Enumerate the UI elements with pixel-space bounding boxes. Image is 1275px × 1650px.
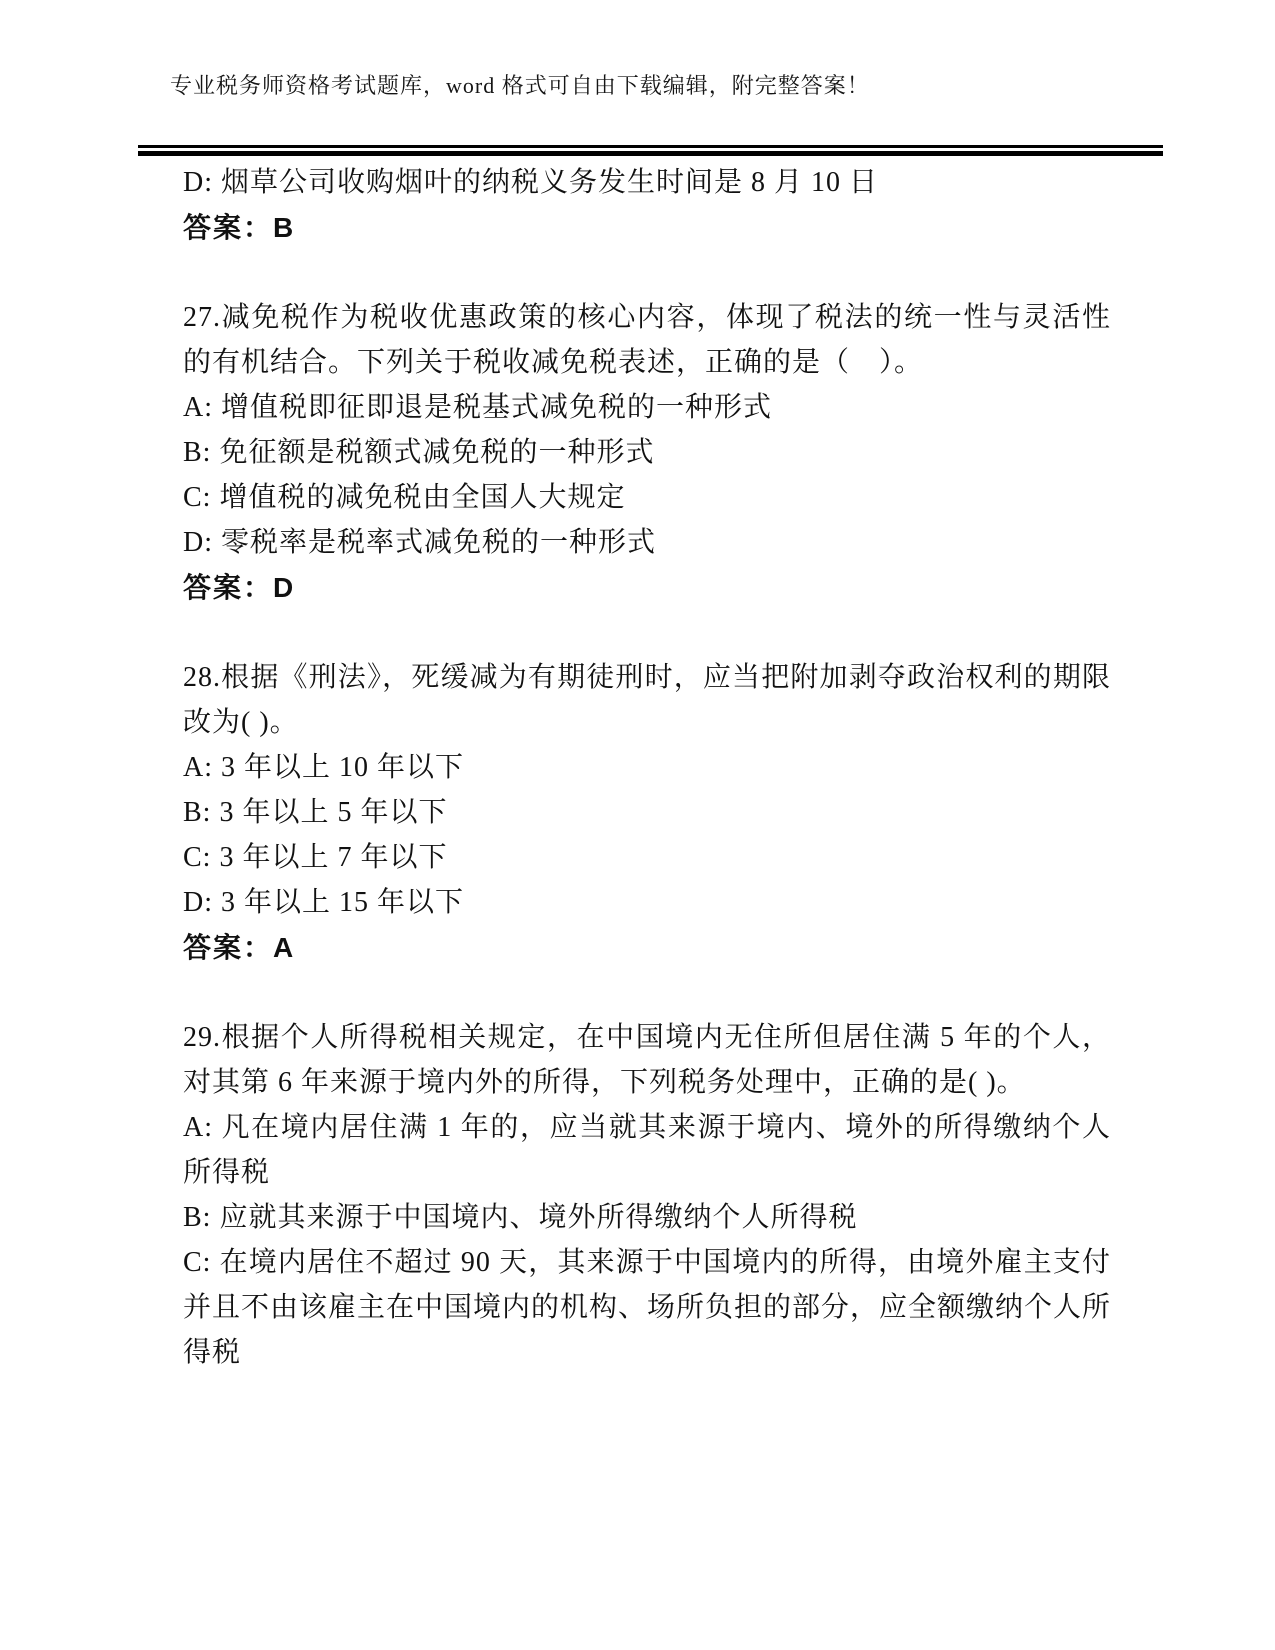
question-27-option-d: D: 零税率是税率式减免税的一种形式 [183,527,657,558]
question-28-answer-line: 答案：A [183,932,296,963]
question-28-stem: 28.根据《刑法》，死缓减为有期徒刑时，应当把附加剥夺政治权利的期限改为( )。 [183,662,1111,738]
question-27-option-a: A: 增值税即征即退是税基式减免税的一种形式 [183,392,773,423]
question-28-option-b: B: 3 年以上 5 年以下 [183,797,448,828]
question-29-option-b: B: 应就其来源于中国境内、境外所得缴纳个人所得税 [183,1202,858,1233]
page-header-text: 专业税务师资格考试题库，word 格式可自由下载编辑，附完整答案！ [170,73,870,98]
header-divider-rule [138,145,1163,156]
question-29-stem: 29.根据个人所得税相关规定，在中国境内无住所但居住满 5 年的个人，对其第 6 年来源于境内外的所得，下列税务处理中，正确的是( )。 [183,1022,1111,1098]
carryover-option-d: D: 烟草公司收购烟叶的纳税义务发生时间是 8 月 10 日 [183,167,879,198]
question-29-option-c: C: 在境内居住不超过 90 天，其来源于中国境内的所得，由境外雇主支付并且不由该雇主在中国境内的机构、场所负担的部分，应全额缴纳个人所得税 [183,1247,1112,1368]
question-28-block [183,655,1111,970]
question-27-option-b: B: 免征额是税额式减免税的一种形式 [183,437,655,468]
document-body [183,160,1111,1420]
question-27-option-c: C: 增值税的减免税由全国人大规定 [183,482,626,513]
question-27-answer-line: 答案：D [183,572,296,603]
question-27-block [183,295,1111,610]
question-28-option-a: A: 3 年以上 10 年以下 [183,752,465,783]
question-29-option-a: A: 凡在境内居住满 1 年的，应当就其来源于境内、境外的所得缴纳个人所得税 [183,1112,1111,1188]
question-27-stem: 27.减免税作为税收优惠政策的核心内容，体现了税法的统一性与灵活性的有机结合。下列关于税收减免税表述，正确的是（ ）。 [183,302,1111,378]
carryover-block [183,160,1111,250]
carryover-answer-line: 答案：B [183,212,296,243]
question-28-option-d: D: 3 年以上 15 年以下 [183,887,465,918]
question-29-block [183,1015,1111,1375]
question-28-option-c: C: 3 年以上 7 年以下 [183,842,448,873]
